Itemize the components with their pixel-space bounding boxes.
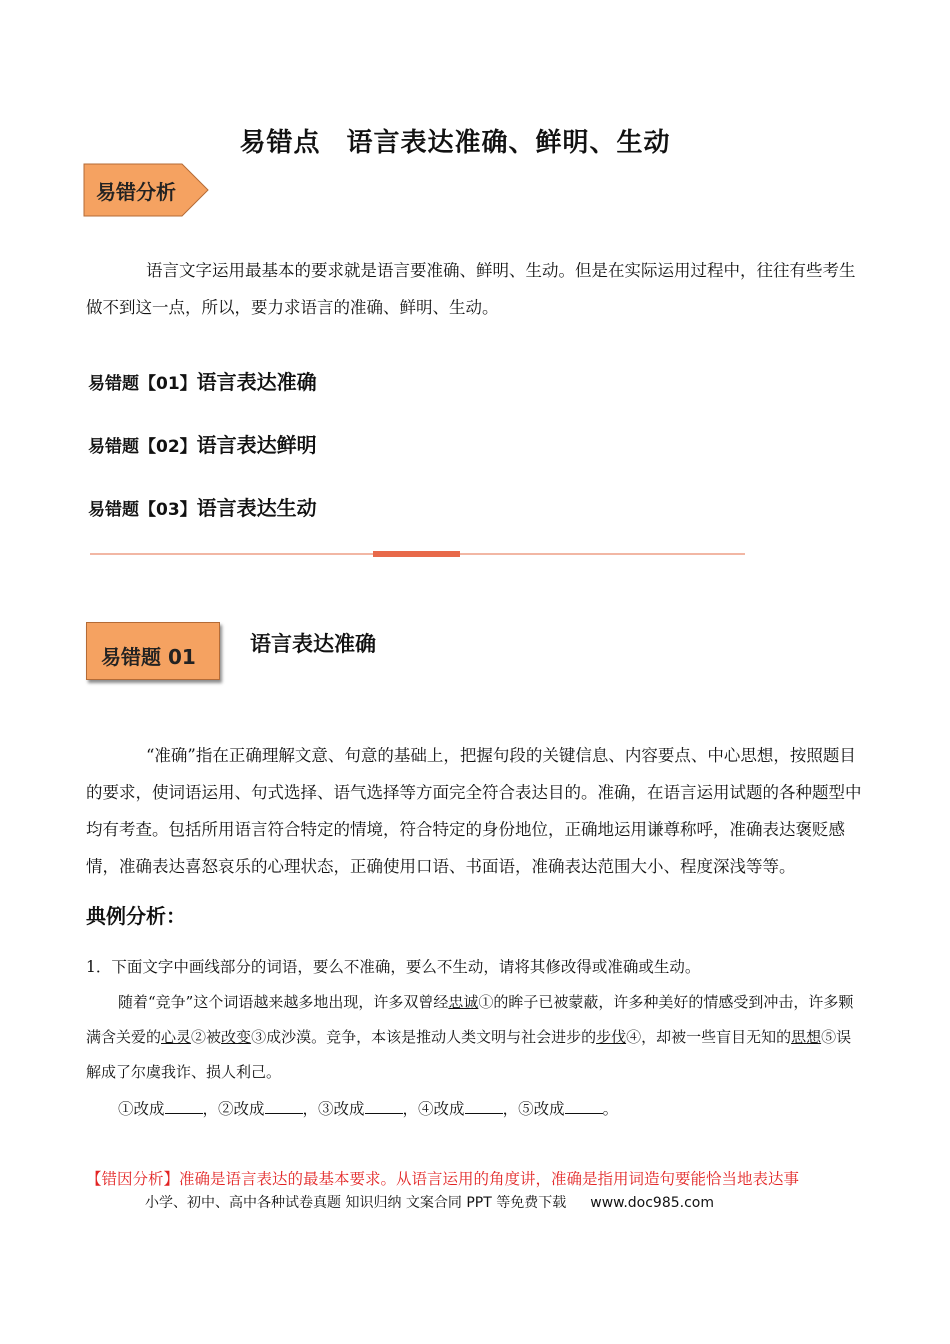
answer-label-2: ，②改成 xyxy=(202,1100,265,1118)
item-02 xyxy=(88,429,317,458)
footer-url[interactable]: www.doc985.com xyxy=(590,1195,714,1211)
passage-text: ⑤误解成了尔虞我诈、损人利己。 xyxy=(86,1028,852,1081)
section-tag-label: 易错分析 xyxy=(96,180,176,204)
passage-text: ③成沙漠。竞争，本该是推动人类文明与社会进步的 xyxy=(251,1028,597,1046)
footer-text: 小学、初中、高中各种试卷真题 知识归纳 文案合同 PPT 等免费下载 xyxy=(145,1195,567,1211)
question-1: 1．下面文字中画线部分的词语，要么不准确，要么不生动，请将其修改得或准确或生动。 xyxy=(86,958,701,976)
intro-text: 语言文字运用最基本的要求就是语言要准确、鲜明、生动。但是在实际运用过程中，往往有些考生做不到这一点，所以，要力求语言的准确、鲜明、生动。 xyxy=(86,261,856,317)
intro-paragraph xyxy=(86,252,866,326)
title-main: 语言表达准确、鲜明、生动 xyxy=(346,128,671,158)
section-tag-analysis xyxy=(82,160,210,216)
passage-text: ①的眸子已被蒙蔽，许多种美好的情感受到冲击，许多颗满含关爱的 xyxy=(86,993,854,1046)
item-02-text: 语言表达鲜明 xyxy=(196,433,317,457)
divider-accent xyxy=(373,551,460,557)
answer-label-4: ，④改成 xyxy=(402,1100,465,1118)
page-footer xyxy=(145,1192,714,1212)
item-01 xyxy=(88,366,317,395)
underlined-word-3: 改变 xyxy=(221,1028,252,1046)
description-paragraph xyxy=(86,737,868,885)
underlined-word-2: 心灵 xyxy=(161,1028,192,1046)
title-prefix: 易错点 xyxy=(239,128,321,158)
item-03 xyxy=(88,492,317,521)
item-03-text: 语言表达生动 xyxy=(196,496,317,520)
passage-text: 随着“竞争”这个词语越来越多地出现，许多双曾经 xyxy=(118,993,449,1011)
underlined-word-4: 步伐 xyxy=(596,1028,627,1046)
underlined-word-1: 忠诚 xyxy=(448,993,479,1011)
error-analysis: 【错因分析】准确是语言表达的最基本要求。从语言运用的角度讲，准确是指用词造句要能恰当地表达事 xyxy=(86,1170,800,1188)
section-01-title: 语言表达准确 xyxy=(250,632,376,656)
answer-blanks xyxy=(118,1097,618,1119)
answer-blank-5[interactable] xyxy=(565,1099,603,1114)
answer-blank-3[interactable] xyxy=(365,1099,403,1114)
passage-text: ②被 xyxy=(191,1028,222,1046)
page-title xyxy=(0,122,910,159)
item-01-prefix: 易错题【01】 xyxy=(88,374,197,394)
answer-blank-1[interactable] xyxy=(165,1099,203,1114)
item-01-text: 语言表达准确 xyxy=(196,370,317,394)
item-02-prefix: 易错题【02】 xyxy=(88,437,197,457)
answer-blank-2[interactable] xyxy=(265,1099,303,1114)
section-tag-01 xyxy=(86,622,220,680)
question-passage xyxy=(86,985,866,1090)
answer-label-1: ①改成 xyxy=(118,1100,165,1118)
item-03-prefix: 易错题【03】 xyxy=(88,500,197,520)
passage-text: ④，却被一些盲目无知的 xyxy=(626,1028,792,1046)
answer-blank-4[interactable] xyxy=(465,1099,503,1114)
underlined-word-5: 思想 xyxy=(791,1028,822,1046)
section-tag-01-label: 易错题 01 xyxy=(101,645,196,669)
answer-end: 。 xyxy=(602,1100,619,1118)
answer-label-3: ，③改成 xyxy=(302,1100,365,1118)
example-heading: 典例分析： xyxy=(86,904,186,928)
description-text: “准确”指在正确理解文意、句意的基础上，把握句段的关键信息、内容要点、中心思想，按照题目的要求，使词语运用、句式选择、语气选择等方面完全符合表达目的。准确，在语言运用试题的各种题型中均有考查。包括所用语言符合特定的情境，符合特定的身份地位，正确地运用谦尊称呼，准确表达褒贬感情，准确表达喜怒哀乐的心理状态，正确使用口语、书面语，准确表达范围大小、程度深浅等等。 xyxy=(86,746,862,876)
answer-label-5: ，⑤改成 xyxy=(502,1100,565,1118)
